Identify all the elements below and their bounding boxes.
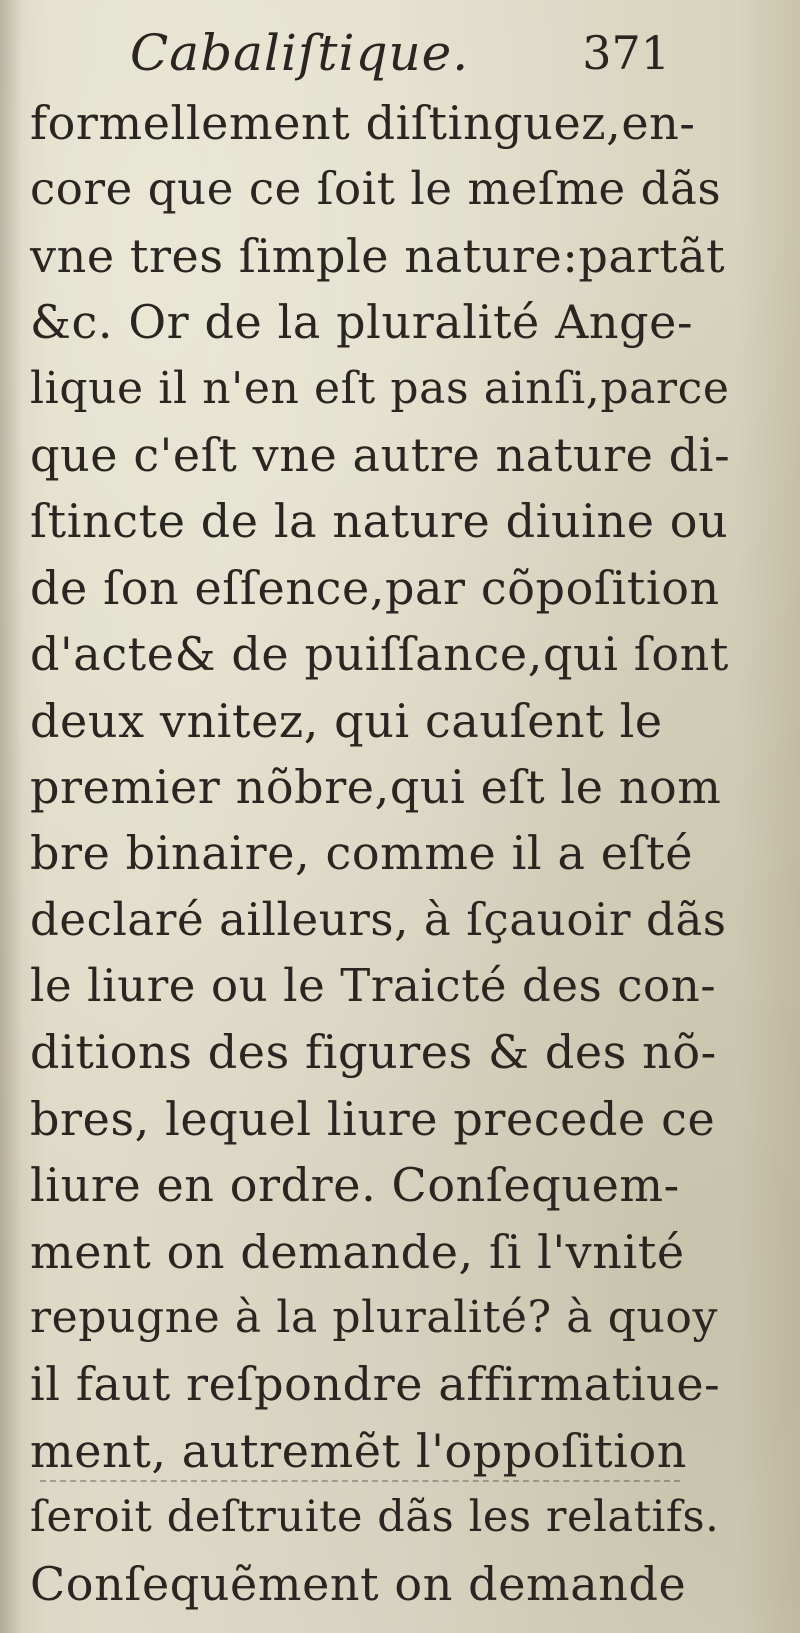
text-line: lique il n'en eſt pas ainſi,parce: [30, 362, 730, 414]
text-line: le liure ou le Traicté des con-: [30, 959, 717, 1013]
text-line: d'acte& de puiſſance,qui ſont: [30, 627, 729, 682]
text-line: premier nõbre,qui eſt le nom: [30, 759, 722, 814]
body-text: [30, 90, 731, 1617]
text-line: deux vnitez, qui cauſent le: [30, 693, 663, 748]
text-line: de ſon eſſence,par cõpoſition: [30, 560, 720, 615]
text-line: ſtincte de la nature diuine ou: [30, 494, 729, 549]
gutter-shadow: [0, 0, 22, 1633]
text-line: declaré ailleurs, à ſçauoir dãs: [30, 892, 727, 946]
text-line: bres, lequel liure precede ce: [30, 1091, 716, 1146]
page-header: [130, 18, 670, 88]
text-line: Conſequẽment on demande: [30, 1556, 687, 1611]
text-line: ditions des figures & des nõ-: [30, 1025, 717, 1080]
text-line: liure en ordre. Conſequem-: [30, 1158, 680, 1213]
text-line: bre binaire, comme il a eſté: [30, 826, 694, 881]
text-line: repugne à la pluralité? à quoy: [30, 1292, 718, 1344]
text-line: ſeroit deſtruite dãs les relatifs.: [30, 1492, 720, 1543]
text-line: formellement diſtinguez,en-: [30, 96, 696, 150]
text-line: il faut reſpondre affirmatiue-: [30, 1357, 721, 1412]
text-line: que c'eſt vne autre nature di-: [30, 427, 731, 482]
text-line: ment on demande, ſi l'vnité: [30, 1224, 685, 1279]
text-line: core que ce ſoit le meſme dãs: [30, 162, 722, 216]
running-head: Cabaliſtique.: [130, 24, 470, 82]
bottom-rule: [40, 1480, 680, 1484]
text-line: &c. Or de la pluralité Ange-: [30, 295, 694, 350]
page-number: 371: [582, 26, 670, 80]
text-line: ment, autremẽt l'oppoſition: [30, 1423, 687, 1478]
text-line: vne tres ſimple nature:partãt: [30, 228, 726, 283]
